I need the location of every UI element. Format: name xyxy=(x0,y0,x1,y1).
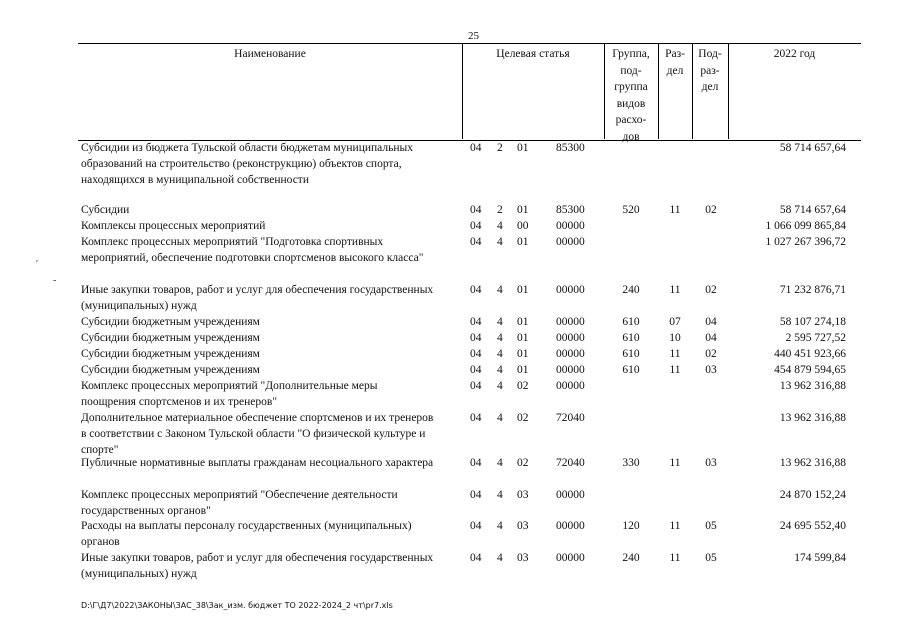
row-group-code: 240 xyxy=(622,284,640,296)
row-code-program: 04 xyxy=(470,457,482,469)
row-amount: 71 232 876,71 xyxy=(779,284,846,296)
row-section-code: 07 xyxy=(669,316,681,328)
row-code-program: 04 xyxy=(470,142,482,154)
row-section-code: 11 xyxy=(669,348,681,360)
row-code-direction: 00000 xyxy=(556,284,585,296)
row-amount: 1 027 267 396,72 xyxy=(765,236,846,248)
row-amount: 174 599,84 xyxy=(794,552,846,564)
header-subsection-line: Под- xyxy=(698,48,722,60)
row-code-program: 04 xyxy=(470,220,482,232)
row-section-code: 10 xyxy=(669,332,681,344)
row-section-code: 11 xyxy=(669,552,681,564)
row-subsection-code: 05 xyxy=(705,552,717,564)
row-amount: 24 870 152,24 xyxy=(779,489,846,501)
row-code-program: 04 xyxy=(470,412,482,424)
row-name xyxy=(81,362,466,378)
row-group-code: 610 xyxy=(622,332,640,344)
row-name-line: Иные закупки товаров, работ и услуг для обеспечения государственных xyxy=(81,552,434,564)
row-code-direction: 00000 xyxy=(556,489,585,501)
row-name-line: Комплекс процессных мероприятий "Подготовка спортивных xyxy=(81,236,384,248)
row-code-direction: 00000 xyxy=(556,316,585,328)
row-code-item: 01 xyxy=(517,316,529,328)
row-code-direction: 00000 xyxy=(556,364,585,376)
row-amount: 58 107 274,18 xyxy=(779,316,846,328)
header-group-line: под- xyxy=(620,64,642,77)
row-name-line: (муниципальных) нужд xyxy=(81,568,197,580)
row-code-item: 00 xyxy=(517,220,529,232)
row-section-code: 11 xyxy=(669,457,681,469)
row-name xyxy=(81,518,466,550)
row-code-program: 04 xyxy=(470,284,482,296)
row-group-code: 610 xyxy=(622,364,640,376)
row-name-line: (муниципальных) нужд xyxy=(81,300,197,312)
header-subsection xyxy=(692,46,728,96)
row-code-type: 4 xyxy=(497,552,503,564)
row-code-type: 2 xyxy=(497,204,503,216)
row-name xyxy=(81,330,466,346)
row-code-type: 4 xyxy=(497,236,503,248)
row-subsection-code: 03 xyxy=(705,457,717,469)
row-name-line: органов xyxy=(81,536,120,548)
row-name xyxy=(81,234,466,266)
header-year: 2022 год xyxy=(773,48,816,60)
row-name xyxy=(81,410,466,458)
row-name-line: государственных органов" xyxy=(81,505,211,517)
row-code-type: 4 xyxy=(497,489,503,501)
row-subsection-code: 02 xyxy=(705,284,717,296)
header-group xyxy=(604,46,658,145)
row-code-direction: 00000 xyxy=(556,348,585,360)
header-group-line: группа xyxy=(614,81,648,93)
row-name-line: мероприятий, обеспечение подготовки спортсменов высокого класса" xyxy=(81,252,424,264)
row-code-type: 4 xyxy=(497,380,503,392)
row-code-direction: 00000 xyxy=(556,552,585,564)
row-code-type: 4 xyxy=(497,284,503,296)
row-code-direction: 85300 xyxy=(556,204,585,216)
row-code-type: 4 xyxy=(497,364,503,376)
row-code-direction: 72040 xyxy=(556,412,585,424)
row-subsection-code: 05 xyxy=(705,520,717,532)
row-section-code: 11 xyxy=(669,204,681,216)
row-code-direction: 85300 xyxy=(556,142,585,154)
row-subsection-code: 02 xyxy=(705,348,717,360)
row-section-code: 11 xyxy=(669,284,681,296)
page-number: 25 xyxy=(468,30,479,42)
row-name-line: Комплексы процессных мероприятий xyxy=(81,220,266,232)
header-group-line: дов xyxy=(622,130,640,143)
row-group-code: 330 xyxy=(622,457,640,469)
row-group-code: 610 xyxy=(622,348,640,360)
row-code-type: 4 xyxy=(497,220,503,232)
row-name-line: Комплекс процессных мероприятий "Дополнительные меры xyxy=(81,380,378,392)
header-section xyxy=(658,46,692,79)
row-name xyxy=(81,282,466,314)
row-section-code: 11 xyxy=(669,364,681,376)
row-amount: 58 714 657,64 xyxy=(779,142,846,154)
row-code-direction: 00000 xyxy=(556,520,585,532)
row-name xyxy=(81,346,466,362)
row-code-direction: 00000 xyxy=(556,220,585,232)
row-group-code: 240 xyxy=(622,552,640,564)
row-code-item: 02 xyxy=(517,457,529,469)
row-name-line: Субсидии бюджетным учреждениям xyxy=(81,348,260,360)
row-code-item: 01 xyxy=(517,332,529,344)
row-code-item: 02 xyxy=(517,412,529,424)
row-amount: 2 595 727,52 xyxy=(785,332,846,344)
row-code-item: 01 xyxy=(517,236,529,248)
row-code-type: 4 xyxy=(497,348,503,360)
row-name xyxy=(81,314,466,330)
row-code-item: 01 xyxy=(517,204,529,216)
row-amount: 1 066 099 865,84 xyxy=(765,220,846,232)
row-code-program: 04 xyxy=(470,332,482,344)
row-group-code: 520 xyxy=(622,204,640,216)
row-code-item: 03 xyxy=(517,520,529,532)
header-subsection-line: раз- xyxy=(700,64,720,77)
row-code-type: 4 xyxy=(497,520,503,532)
row-code-item: 02 xyxy=(517,380,529,392)
row-name-line: Комплекс процессных мероприятий "Обеспечение деятельности xyxy=(81,489,398,501)
row-code-type: 4 xyxy=(497,316,503,328)
row-subsection-code: 04 xyxy=(705,332,717,344)
row-code-type: 4 xyxy=(497,332,503,344)
row-amount: 58 714 657,64 xyxy=(779,204,846,216)
row-name-line: поощрения спортсменов и их тренеров" xyxy=(81,396,278,408)
row-amount: 440 451 923,66 xyxy=(774,348,846,360)
row-code-item: 03 xyxy=(517,552,529,564)
row-code-type: 2 xyxy=(497,142,503,154)
footer-file-path: D:\Г\Д7\2022\ЗАКОНЫ\ЗАС_38\Зак_изм. бюджет ТО 2022-2024_2 чт\pr7.xls xyxy=(81,601,393,610)
row-name-line: Иные закупки товаров, работ и услуг для обеспечения государственных xyxy=(81,284,434,296)
row-code-program: 04 xyxy=(470,316,482,328)
row-name xyxy=(81,218,466,234)
row-code-program: 04 xyxy=(470,380,482,392)
header-section-line: дел xyxy=(666,64,684,77)
row-name-line: Субсидии из бюджета Тульской области бюджетам муниципальных xyxy=(81,142,413,154)
row-name xyxy=(81,140,466,188)
row-name-line: Субсидии бюджетным учреждениям xyxy=(81,364,260,376)
row-code-program: 04 xyxy=(470,489,482,501)
row-amount: 13 962 316,88 xyxy=(779,380,846,392)
row-name-line: Субсидии бюджетным учреждениям xyxy=(81,332,260,344)
header-section-line: Раз- xyxy=(665,48,685,60)
row-name-line: Субсидии бюджетным учреждениям xyxy=(81,316,260,328)
row-name-line: Дополнительное материальное обеспечение спортсменов и их тренеров xyxy=(81,412,434,424)
row-code-item: 01 xyxy=(517,348,529,360)
row-code-program: 04 xyxy=(470,364,482,376)
row-subsection-code: 02 xyxy=(705,204,717,216)
header-target: Целевая статья xyxy=(496,48,570,60)
row-name xyxy=(81,378,466,410)
row-name xyxy=(81,550,466,582)
row-amount: 24 695 552,40 xyxy=(779,520,846,532)
row-code-item: 03 xyxy=(517,489,529,501)
margin-mark: ′ xyxy=(36,259,39,270)
row-name-line: находящихся в муниципальной собственности xyxy=(81,174,309,186)
row-name-line: в соответствии с Законом Тульской области "О физической культуре и xyxy=(81,428,426,440)
row-code-item: 01 xyxy=(517,284,529,296)
row-amount: 454 879 594,65 xyxy=(774,364,846,376)
row-code-direction: 00000 xyxy=(556,380,585,392)
row-amount: 13 962 316,88 xyxy=(779,412,846,424)
row-name-line: Расходы на выплаты персоналу государственных (муниципальных) xyxy=(81,520,412,532)
header-subsection-line: дел xyxy=(701,81,719,93)
header-group-line: расхо- xyxy=(615,114,647,126)
row-name-line: образований на строительство (реконструкцию) объектов спорта, xyxy=(81,158,402,170)
header-group-line: Группа, xyxy=(612,48,650,60)
row-subsection-code: 03 xyxy=(705,364,717,376)
row-name-line: спорте" xyxy=(81,444,119,456)
row-code-program: 04 xyxy=(470,552,482,564)
row-group-code: 610 xyxy=(622,316,640,328)
row-name xyxy=(81,487,466,519)
row-subsection-code: 04 xyxy=(705,316,717,328)
row-code-direction: 00000 xyxy=(556,236,585,248)
row-code-program: 04 xyxy=(470,520,482,532)
row-name xyxy=(81,455,466,471)
row-group-code: 120 xyxy=(622,520,640,532)
row-code-type: 4 xyxy=(497,457,503,469)
row-code-item: 01 xyxy=(517,364,529,376)
row-code-program: 04 xyxy=(470,204,482,216)
row-code-item: 01 xyxy=(517,142,529,154)
row-code-direction: 00000 xyxy=(556,332,585,344)
row-code-direction: 72040 xyxy=(556,457,585,469)
margin-mark: - xyxy=(53,275,57,286)
row-code-program: 04 xyxy=(470,348,482,360)
row-name-line: Субсидии xyxy=(81,204,130,216)
row-code-program: 04 xyxy=(470,236,482,248)
header-name: Наименование xyxy=(234,48,306,60)
row-name-line: Публичные нормативные выплаты гражданам несоциального характера xyxy=(81,457,434,469)
row-name xyxy=(81,202,466,218)
row-section-code: 11 xyxy=(669,520,681,532)
header-group-line: видов xyxy=(616,97,646,110)
row-code-type: 4 xyxy=(497,412,503,424)
row-amount: 13 962 316,88 xyxy=(779,457,846,469)
